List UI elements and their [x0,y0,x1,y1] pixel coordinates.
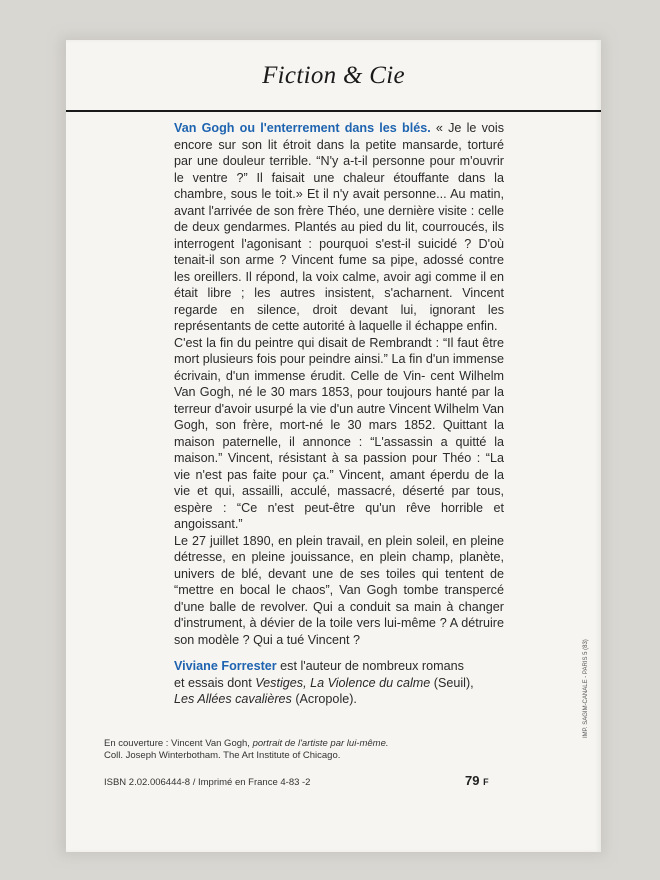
blurb-paragraph-1 [174,120,504,335]
blurb-line: pleine détresse, en pleine jouissance, en plein champ, [174,533,505,564]
blurb-line: par une douleur terrible. “N'y a-t-il personne pour [174,154,455,168]
blurb-line: Le 27 juillet 1890, en plein travail, en plein soleil, en [174,533,467,548]
blurb-line: massacré, déserté par tous, espère : “Ce n'est peut-être [174,484,505,515]
blurb-line: visite : celle de deux gendarmes. Plantés au pied du lit, [174,203,505,234]
cover-credit: En couverture : Vincent Van Gogh, portrait de l'artiste par lui-même. Coll. Joseph Winterbotham. The Art Institute of Chicago. [104,738,389,761]
blurb-line: échappe enfin. [414,319,498,333]
blurb-line: être mort plusieurs fois pour peindre ainsi.” La fin d'un [174,335,504,366]
blurb-line: qu'un rêve horrible et angoissant.” [174,500,505,531]
blurb [174,120,504,708]
blurb-line: courroucés, ils interrogent l'agonisant : pourquoi s'est-il [174,220,504,251]
book-title: Les Allées cavalières [174,692,292,706]
blurb-line: Au matin, avant l'arrivée de son frère Théo, une dernière [174,187,505,218]
book-title: La Violence du calme [310,675,431,690]
book-title: Vestiges [255,675,304,690]
book-back-cover [66,40,601,852]
blurb-line: planète, univers de blé, devant une de ses toiles qui [174,550,505,581]
blurb-line: « Je le vois [430,121,504,135]
blurb-line: passion pour Théo : “La vie n'est pas faite pour ça.” [174,451,505,482]
blurb-line: Vincent, amant éperdu de la vie et qui, assailli, acculé, [174,467,504,498]
blurb-line: ignorant les représentants de cette autorité à laquelle il [174,302,505,333]
blurb-lead: Van Gogh ou l'enterrement dans les blés. [174,121,431,135]
blurb-line: transpercé d'une balle de revolver. Qui a conduit sa [174,583,504,614]
blurb-line: lui-même ? A détruire son modèle ? Qui a tué Vincent ? [174,616,504,647]
blurb-line: s'acharnent. Vincent regarde en silence, droit devant lui, [174,286,505,317]
printer-imprint: IMP. SAGIM-CANALE - PARIS 5 (83) [583,639,589,738]
blurb-paragraph-3 [174,533,504,649]
blurb-line: autre Vincent Wilhelm Van Gogh, son frère, mort-né le [174,401,504,432]
isbn-line: ISBN 2.02.006444-8 / Imprimé en France 4-83 -2 [104,777,311,788]
series-title: Fiction & Cie [262,62,405,89]
blurb-line: “L'assassin a quitté la maison.” Vincent, résistant à sa [174,434,505,465]
title-rule [66,110,601,112]
blurb-paragraph-2 [174,335,504,533]
blurb-line: immense écrivain, d'un immense érudit. Celle de Vin- [174,352,504,383]
blurb-line: cent Wilhelm Van Gogh, né le 30 mars 1853, pour [174,368,504,399]
blurb-line: dans la chambre, sous le toit.» Et il n'y avait personne... [174,170,504,201]
blurb-line: 30 mars 1852. Quittant la maison paternelle, il annonce : [174,418,504,449]
blurb-line: avoir agi comme il en était libre ; les autres insistent, [174,269,505,300]
blurb-line: suicidé ? D'où tenait-il son arme ? Vincent fume sa pipe, [174,236,504,267]
blurb-line: m'ouvrir le ventre ?” Il faisait une chaleur étouffante [174,154,504,185]
blurb-line: main à changer d'instrument, à dévier de la toile vers [174,599,505,630]
blurb-line: C'est la fin du peintre qui disait de Rembrandt : “Il faut [174,335,479,350]
blurb-line: toujours hanté par la terreur d'avoir usurpé la vie d'un [174,385,504,416]
price: 79 F [465,773,489,788]
blurb-line: encore sur son lit étroit dans la petite mansarde, torturé [174,137,504,152]
blurb-line: tentent de “mettre en bocal le chaos”, Van Gogh tombe [174,566,505,597]
author-name: Viviane Forrester [174,659,277,673]
author-bio: Viviane Forrester est l'auteur de nombreux romans et essais dont Vestiges, La Violence du calme (Seuil), Les Allées cavalières (Acropole). [174,659,474,706]
blurb-line: adossé contre les oreillers. Il répond, la voix calme, [174,253,504,284]
